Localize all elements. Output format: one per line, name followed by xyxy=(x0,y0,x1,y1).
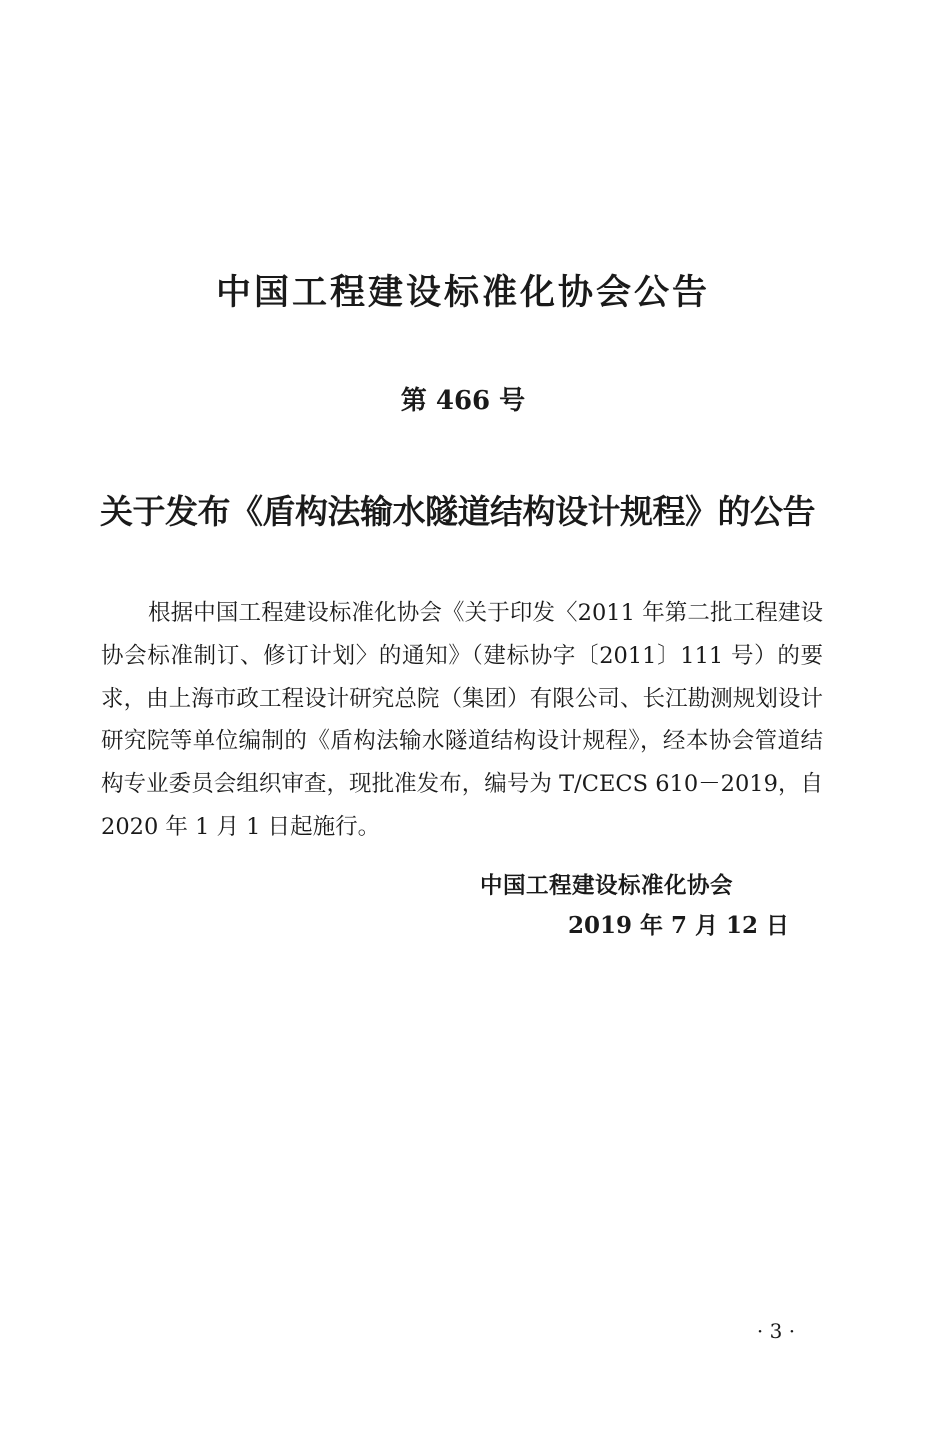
page-number: · 3 · xyxy=(756,1319,796,1343)
issue-date: 2019 年 7 月 12 日 xyxy=(568,912,790,939)
issuing-organization: 中国工程建设标准化协会 xyxy=(480,873,734,899)
announcement-body: 根据中国工程建设标准化协会《关于印发〈2011 年第二批工程建设协会标准制订、修订计划〉的通知》（建标协字〔2011〕111 号）的要求，由上海市政工程设计研究总院（集团）有限公司、长江勘测规划设计研究院等单位编制的《盾构法输水隧道结构设计规程》，经本协会管道结构专业委员会组织审查，现批准发布，编号为 T/CECS 610－2019，自 2020 年 1 月 1 日起施行。 xyxy=(101,600,823,840)
announcement-number: 第 466 号 xyxy=(400,386,526,416)
announcement-subtitle: 关于发布《盾构法输水隧道结构设计规程》的公告 xyxy=(100,492,815,531)
announcement-title: 中国工程建设标准化协会公告 xyxy=(215,273,710,313)
